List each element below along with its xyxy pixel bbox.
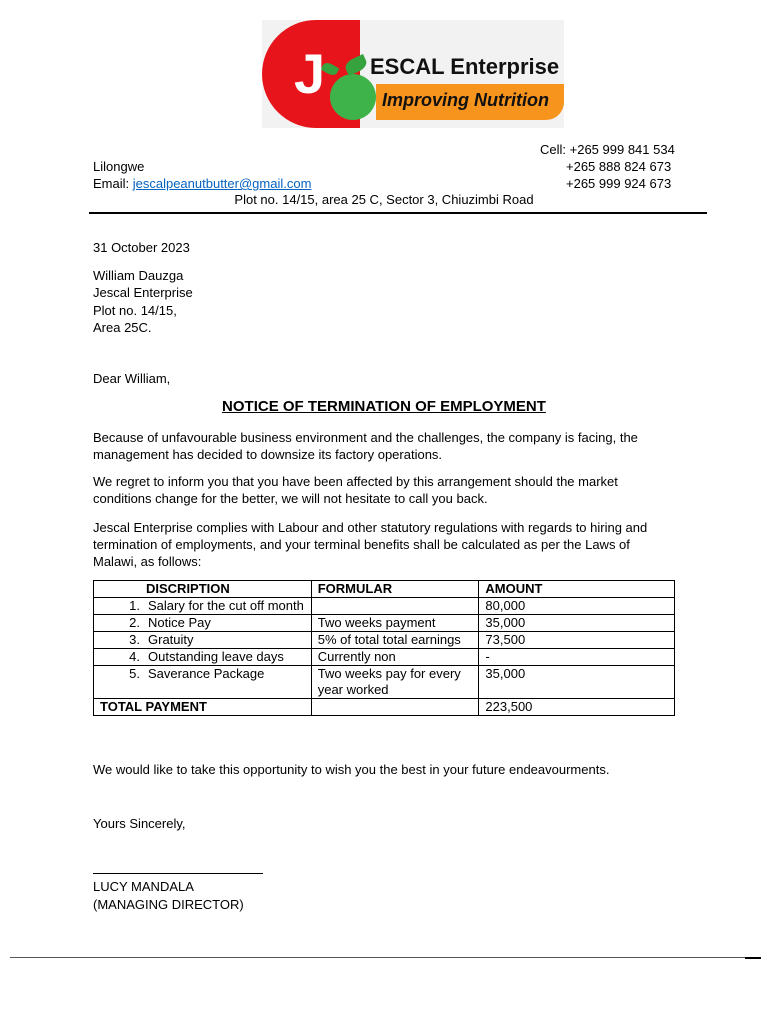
header-amount: AMOUNT xyxy=(479,581,675,598)
row-formula: Two weeks pay for every year worked xyxy=(311,666,479,699)
letter-date: 31 October 2023 xyxy=(93,240,190,255)
row-amount: 35,000 xyxy=(479,666,675,699)
paragraph-1: Because of unfavourable business environment and the challenges, the company is facing, the management has decided to downsize its factory operations. xyxy=(93,430,638,462)
table-total-row xyxy=(94,699,675,716)
row-formula: 5% of total total earnings xyxy=(311,632,479,649)
table-row xyxy=(94,598,675,615)
row-number: 3. xyxy=(129,632,140,647)
closing-paragraph: We would like to take this opportunity to wish you the best in your future endeavourments. xyxy=(93,762,610,777)
table-row xyxy=(94,649,675,666)
recipient-plot: Plot no. 14/15, xyxy=(93,303,177,318)
row-amount: - xyxy=(479,649,675,666)
paragraph-3: Jescal Enterprise complies with Labour and other statutory regulations with regards to hiring and termination of employments, and your terminal benefits shall be calculated as per the Laws of Malawi, as follows: xyxy=(93,520,648,569)
row-number: 2. xyxy=(129,615,140,630)
row-formula: Currently non xyxy=(311,649,479,666)
city: Lilongwe xyxy=(93,159,145,174)
email-label: Email: xyxy=(93,176,133,191)
signatory-title: (MANAGING DIRECTOR) xyxy=(93,897,244,912)
logo-company-name: ESCAL Enterprise xyxy=(370,54,560,79)
total-formula-empty xyxy=(311,699,479,716)
footer-divider xyxy=(10,957,760,958)
logo-green-fruit-icon xyxy=(330,74,376,120)
footer-dash xyxy=(745,957,761,959)
letter-title: NOTICE OF TERMINATION OF EMPLOYMENT xyxy=(222,398,546,415)
logo-tagline: Improving Nutrition xyxy=(382,90,549,110)
email-link[interactable]: jescalpeanutbutter@gmail.com xyxy=(132,176,312,191)
recipient-company: Jescal Enterprise xyxy=(93,285,193,300)
row-number: 4. xyxy=(129,649,140,664)
cell-phone: Cell: +265 999 841 534 xyxy=(540,142,675,157)
signature-line xyxy=(93,873,263,874)
phone-2: +265 888 824 673 xyxy=(566,159,672,174)
header-divider xyxy=(89,212,707,214)
row-number: 1. xyxy=(129,598,140,613)
salutation: Dear William, xyxy=(93,371,171,386)
row-amount: 80,000 xyxy=(479,598,675,615)
row-description: Saverance Package xyxy=(148,666,265,681)
row-number: 5. xyxy=(129,666,140,681)
closing: Yours Sincerely, xyxy=(93,816,186,831)
total-amount: 223,500 xyxy=(479,699,675,716)
row-description: Notice Pay xyxy=(148,615,211,630)
row-description: Salary for the cut off month xyxy=(148,598,304,613)
row-description: Gratuity xyxy=(148,632,194,647)
table-row xyxy=(94,666,675,699)
header-formula: FORMULAR xyxy=(311,581,479,598)
header-description: DISCRIPTION xyxy=(94,581,312,598)
address: Plot no. 14/15, area 25 C, Sector 3, Chiuzimbi Road xyxy=(234,192,534,207)
row-amount: 35,000 xyxy=(479,615,675,632)
recipient-area: Area 25C. xyxy=(93,320,152,335)
row-formula: Two weeks payment xyxy=(311,615,479,632)
email-line xyxy=(93,175,311,192)
benefits-table xyxy=(93,580,675,716)
table-row xyxy=(94,632,675,649)
logo-letter: J xyxy=(294,42,326,105)
signatory-name: LUCY MANDALA xyxy=(93,879,194,894)
row-amount: 73,500 xyxy=(479,632,675,649)
table-header-row xyxy=(94,581,675,598)
table-row xyxy=(94,615,675,632)
row-formula xyxy=(311,598,479,615)
row-description: Outstanding leave days xyxy=(148,649,284,664)
recipient-name: William Dauzga xyxy=(93,268,184,283)
total-label: TOTAL PAYMENT xyxy=(94,699,312,716)
paragraph-2: We regret to inform you that you have been affected by this arrangement should the market conditions change for the better, we will not hesitate to call you back. xyxy=(93,474,618,506)
phone-3: +265 999 924 673 xyxy=(566,176,672,191)
